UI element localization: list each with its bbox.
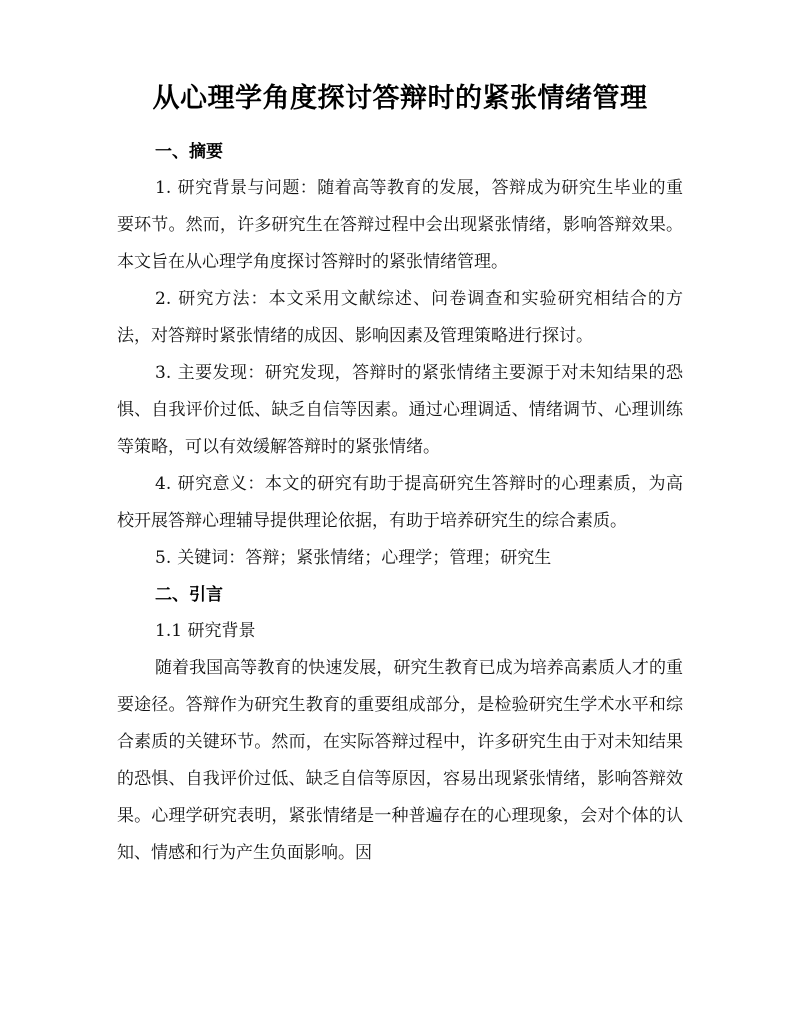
section-heading-introduction: 二、引言 <box>155 585 223 605</box>
abstract-item-significance <box>117 466 683 540</box>
title-spacer <box>117 116 683 134</box>
abstract-item-background <box>117 170 683 281</box>
abstract-item-text: 研究意义：本文的研究有助于提高研究生答辩时的心理素质，为高校开展答辩心理辅导提供理论依据，有助于培养研究生的综合素质。 <box>117 474 683 531</box>
abstract-item-findings <box>117 355 683 466</box>
section-heading-abstract: 一、摘要 <box>155 142 223 162</box>
abstract-item-keywords <box>117 540 683 577</box>
subsection-heading-background: 1.1 研究背景 <box>155 621 256 641</box>
abstract-item-number: 2. <box>155 289 172 309</box>
abstract-item-method <box>117 281 683 355</box>
abstract-item-number: 1. <box>155 178 172 198</box>
intro-paragraph: 随着我国高等教育的快速发展，研究生教育已成为培养高素质人才的重要途径。答辩作为研究生教育的重要组成部分，是检验研究生学术水平和综合素质的关键环节。然而，在实际答辩过程中，许多研究生由于对未知结果的恐惧、自我评价过低、缺乏自信等原因，容易出现紧张情绪，影响答辩效果。心理学研究表明，紧张情绪是一种普遍存在的心理现象，会对个体的认知、情感和行为产生负面影响。因 <box>117 658 683 863</box>
abstract-item-text: 关键词：答辩；紧张情绪；心理学；管理；研究生 <box>177 548 552 568</box>
abstract-item-number: 4. <box>155 474 172 494</box>
abstract-item-number: 5. <box>155 548 172 568</box>
abstract-item-text: 研究方法：本文采用文献综述、问卷调查和实验研究相结合的方法，对答辩时紧张情绪的成因、影响因素及管理策略进行探讨。 <box>117 289 683 346</box>
abstract-item-number: 3. <box>155 363 172 383</box>
abstract-item-text: 主要发现：研究发现，答辩时的紧张情绪主要源于对未知结果的恐惧、自我评价过低、缺乏自信等因素。通过心理调适、情绪调节、心理训练等策略，可以有效缓解答辩时的紧张情绪。 <box>117 363 683 457</box>
abstract-item-text: 研究背景与问题：随着高等教育的发展，答辩成为研究生毕业的重要环节。然而，许多研究生在答辩过程中会出现紧张情绪，影响答辩效果。本文旨在从心理学角度探讨答辩时的紧张情绪管理。 <box>117 178 683 272</box>
document-title: 从心理学角度探讨答辩时的紧张情绪管理 <box>152 83 648 114</box>
